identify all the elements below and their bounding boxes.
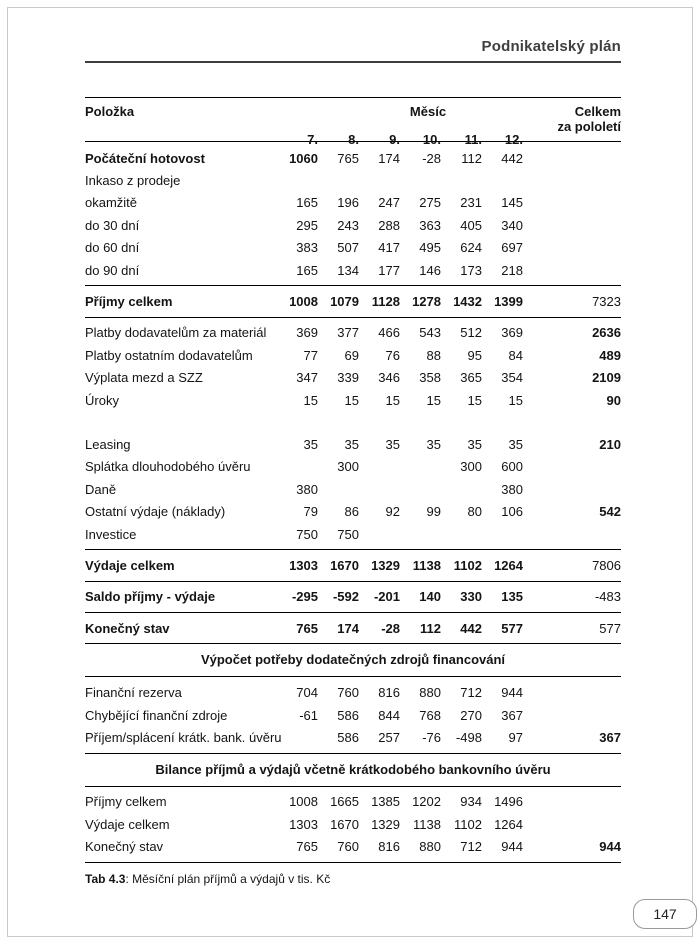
row-value: 880 [419,839,441,855]
row-value: 174 [378,150,400,166]
row-value: 600 [501,459,523,475]
table-rule [85,676,621,677]
row-value: 577 [501,620,523,636]
row-value: 15 [508,392,523,408]
row-value: 417 [378,240,400,256]
table-rule [85,753,621,754]
table-rule [85,862,621,863]
row-value: 275 [419,195,441,211]
table-row [85,344,621,366]
row-value: 330 [460,589,482,605]
row-value: 140 [419,589,441,605]
row-value: 586 [337,729,359,745]
row-label: Leasing [85,436,131,452]
row-value: 243 [337,217,359,233]
row-value: 84 [508,347,523,363]
row-value: 97 [508,729,523,745]
table-row [85,681,621,703]
row-value: 1138 [412,557,441,573]
row-value: 15 [467,392,482,408]
row-value: 1303 [289,557,318,573]
row-value: 80 [467,504,482,520]
table-rule [85,581,621,582]
row-label: Počáteční hotovost [85,150,205,166]
row-value: 765 [296,839,318,855]
row-value: 442 [501,150,523,166]
row-value: 88 [426,347,441,363]
row-total: 2636 [592,325,621,341]
row-value: 543 [419,325,441,341]
row-value: 358 [419,370,441,386]
table-row [85,433,621,455]
row-value: 92 [385,504,400,520]
row-label: Daně [85,481,117,497]
row-label: Výplata mezd a SZZ [85,370,203,386]
row-value: 1385 [371,794,400,810]
row-label: Saldo příjmy - výdaje [85,589,216,605]
row-value: -28 [422,150,441,166]
row-value: -498 [455,729,482,745]
row-value: -28 [381,620,400,636]
table-row [85,169,621,191]
table-rule [85,285,621,286]
row-value: 507 [337,240,359,256]
row-value: 77 [303,347,318,363]
table-body [85,142,621,863]
row-total: 2109 [592,370,621,386]
table-row [85,586,621,608]
row-total: 90 [606,392,621,408]
table-row [85,617,621,639]
section-title: Bilance příjmů a výdajů včetně krátkodobého bankovního úvěru [155,761,551,777]
row-value: 466 [378,325,400,341]
table-row [85,500,621,522]
row-value: 295 [296,217,318,233]
row-value: 35 [508,436,523,452]
col-header-total-sub: za pololetí [557,119,621,134]
row-value: 365 [460,370,482,386]
row-value: 76 [385,347,400,363]
row-label: Platby dodavatelům za materiál [85,325,267,341]
row-value: 405 [460,217,482,233]
row-value: 816 [378,685,400,701]
row-value: 146 [419,262,441,278]
row-value: 340 [501,217,523,233]
table-rule [85,643,621,644]
table-row [85,813,621,835]
table-row [85,192,621,214]
row-value: 750 [337,526,359,542]
row-total: 210 [599,436,621,452]
row-value: -76 [422,729,441,745]
table-spacer [85,411,621,433]
table-row [85,726,621,748]
table-header-row-2 [85,119,621,147]
table-row [85,554,621,576]
row-value: 35 [467,436,482,452]
row-value: 15 [303,392,318,408]
row-value: 354 [501,370,523,386]
row-value: 218 [501,262,523,278]
row-label: Investice [85,526,137,542]
table-row [85,290,621,312]
row-value: 15 [344,392,359,408]
row-value: 1496 [494,794,523,810]
row-label: do 60 dní [85,240,140,256]
row-label: do 90 dní [85,262,140,278]
row-label: Výdaje celkem [85,816,170,832]
row-value: 1665 [330,794,359,810]
row-value: 380 [501,481,523,497]
table-header [85,97,621,147]
row-value: -295 [291,589,318,605]
row-label: Příjem/splácení krátk. bank. úvěru [85,729,282,745]
row-value: 760 [337,685,359,701]
row-value: 173 [460,262,482,278]
row-value: 15 [385,392,400,408]
page-content [85,38,621,886]
col-header-total: Celkem [574,103,621,119]
row-label: do 30 dní [85,217,140,233]
table-header-row-1 [85,102,621,120]
row-label: Finanční rezerva [85,685,182,701]
row-total: 7323 [592,294,621,310]
row-value: 1264 [494,816,523,832]
row-value: 231 [460,195,482,211]
row-value: 380 [296,481,318,497]
row-value: 196 [337,195,359,211]
row-value: 347 [296,370,318,386]
row-value: 165 [296,262,318,278]
table-caption [85,872,621,886]
row-value: 1329 [371,557,400,573]
table-row [85,237,621,259]
row-value: 1079 [330,294,359,310]
row-label: Ostatní výdaje (náklady) [85,504,226,520]
col-header-month: 11. [464,132,482,147]
table-rule [85,786,621,787]
row-value: 495 [419,240,441,256]
row-value: 339 [337,370,359,386]
row-value: -201 [373,589,400,605]
row-total: 367 [599,729,621,745]
row-label: Konečný stav [85,839,164,855]
row-value: 363 [419,217,441,233]
row-total: 489 [599,347,621,363]
row-value: 15 [426,392,441,408]
table-row [85,456,621,478]
row-total: 7806 [592,557,621,573]
table-row [85,259,621,281]
row-value: 106 [501,504,523,520]
row-value: 257 [378,729,400,745]
row-value: 816 [378,839,400,855]
row-value: 1264 [494,557,523,573]
row-label: okamžitě [85,195,138,211]
row-value: 1102 [453,557,482,573]
row-value: 944 [501,839,523,855]
row-value: 442 [460,620,482,636]
row-value: 177 [378,262,400,278]
row-value: 624 [460,240,482,256]
row-value: 1278 [412,294,441,310]
table-rule [85,317,621,318]
row-value: 1060 [289,150,318,166]
row-value: 934 [460,794,482,810]
row-value: 712 [460,685,482,701]
row-value: 768 [419,707,441,723]
row-value: 145 [501,195,523,211]
row-value: 35 [344,436,359,452]
row-value: 1670 [330,557,359,573]
row-value: 512 [460,325,482,341]
row-value: 1399 [494,294,523,310]
row-value: -592 [332,589,359,605]
row-total: 577 [599,620,621,636]
row-value: 760 [337,839,359,855]
page-title: Podnikatelský plán [481,38,621,55]
row-value: 135 [501,589,523,605]
col-header-month: 8. [348,132,359,147]
row-total: 542 [599,504,621,520]
row-value: 367 [501,707,523,723]
row-value: 35 [426,436,441,452]
document-header [85,38,621,63]
section-title: Výpočet potřeby dodatečných zdrojů financování [200,652,506,668]
page-number: 147 [633,899,697,929]
row-value: 369 [296,325,318,341]
row-value: 704 [296,685,318,701]
row-value: 1329 [371,816,400,832]
row-value: 165 [296,195,318,211]
row-value: 383 [296,240,318,256]
row-value: 1102 [454,816,482,832]
row-value: 1432 [453,294,482,310]
row-value: 1138 [413,816,441,832]
row-value: 765 [296,620,318,636]
title-rule [85,61,621,63]
row-label: Příjmy celkem [85,294,173,310]
row-total: -483 [594,589,621,605]
row-value: 112 [461,150,482,166]
financial-table [85,97,621,863]
row-value: 697 [501,240,523,256]
row-value: 79 [303,504,318,520]
row-value: 112 [420,620,441,636]
row-value: 586 [337,707,359,723]
row-value: 712 [460,839,482,855]
row-value: 99 [426,504,441,520]
caption-text: : Měsíční plán příjmů a výdajů v tis. Kč [125,871,331,886]
row-value: -61 [299,707,318,723]
row-value: 35 [385,436,400,452]
row-value: 174 [337,620,359,636]
row-value: 35 [303,436,318,452]
table-row [85,367,621,389]
row-value: 270 [460,707,482,723]
row-value: 1670 [330,816,359,832]
table-row [85,322,621,344]
row-value: 1202 [412,794,441,810]
row-label: Chybějící finanční zdroje [85,707,228,723]
row-label: Úroky [85,392,119,408]
row-label: Konečný stav [85,620,170,636]
caption-label: Tab 4.3 [85,871,126,886]
row-value: 880 [419,685,441,701]
row-value: 69 [344,347,359,363]
table-row [85,523,621,545]
row-value: 1128 [371,294,400,310]
col-header-month: 10. [422,132,441,147]
col-header-month: 12. [504,132,523,147]
row-label: Příjmy celkem [85,794,167,810]
row-value: 346 [378,370,400,386]
row-label: Inkaso z prodeje [85,173,181,189]
row-total: 944 [599,839,621,855]
row-value: 247 [378,195,400,211]
table-row [85,389,621,411]
col-header-item: Položka [85,103,135,119]
row-value: 750 [296,526,318,542]
row-label: Platby ostatním dodavatelům [85,347,253,363]
row-value: 369 [501,325,523,341]
col-header-month: 9. [389,132,400,147]
row-value: 288 [378,217,400,233]
row-label: Splátka dlouhodobého úvěru [85,459,251,475]
table-row [85,478,621,500]
row-label: Výdaje celkem [85,557,175,573]
row-value: 1303 [289,816,318,832]
table-rule [85,612,621,613]
row-value: 944 [501,685,523,701]
row-value: 95 [467,347,482,363]
col-header-month: 7. [307,132,318,147]
row-value: 300 [460,459,482,475]
table-row [85,147,621,169]
row-value: 765 [337,150,359,166]
row-value: 1008 [289,294,318,310]
row-value: 844 [378,707,400,723]
table-row [85,704,621,726]
table-row [85,835,621,857]
row-value: 1008 [289,794,318,810]
row-value: 377 [337,325,359,341]
col-header-month-group: Měsíc [409,103,447,119]
table-rule [85,549,621,550]
row-value: 300 [337,459,359,475]
table-row [85,791,621,813]
table-row [85,214,621,236]
row-value: 86 [344,504,359,520]
row-value: 134 [337,262,359,278]
